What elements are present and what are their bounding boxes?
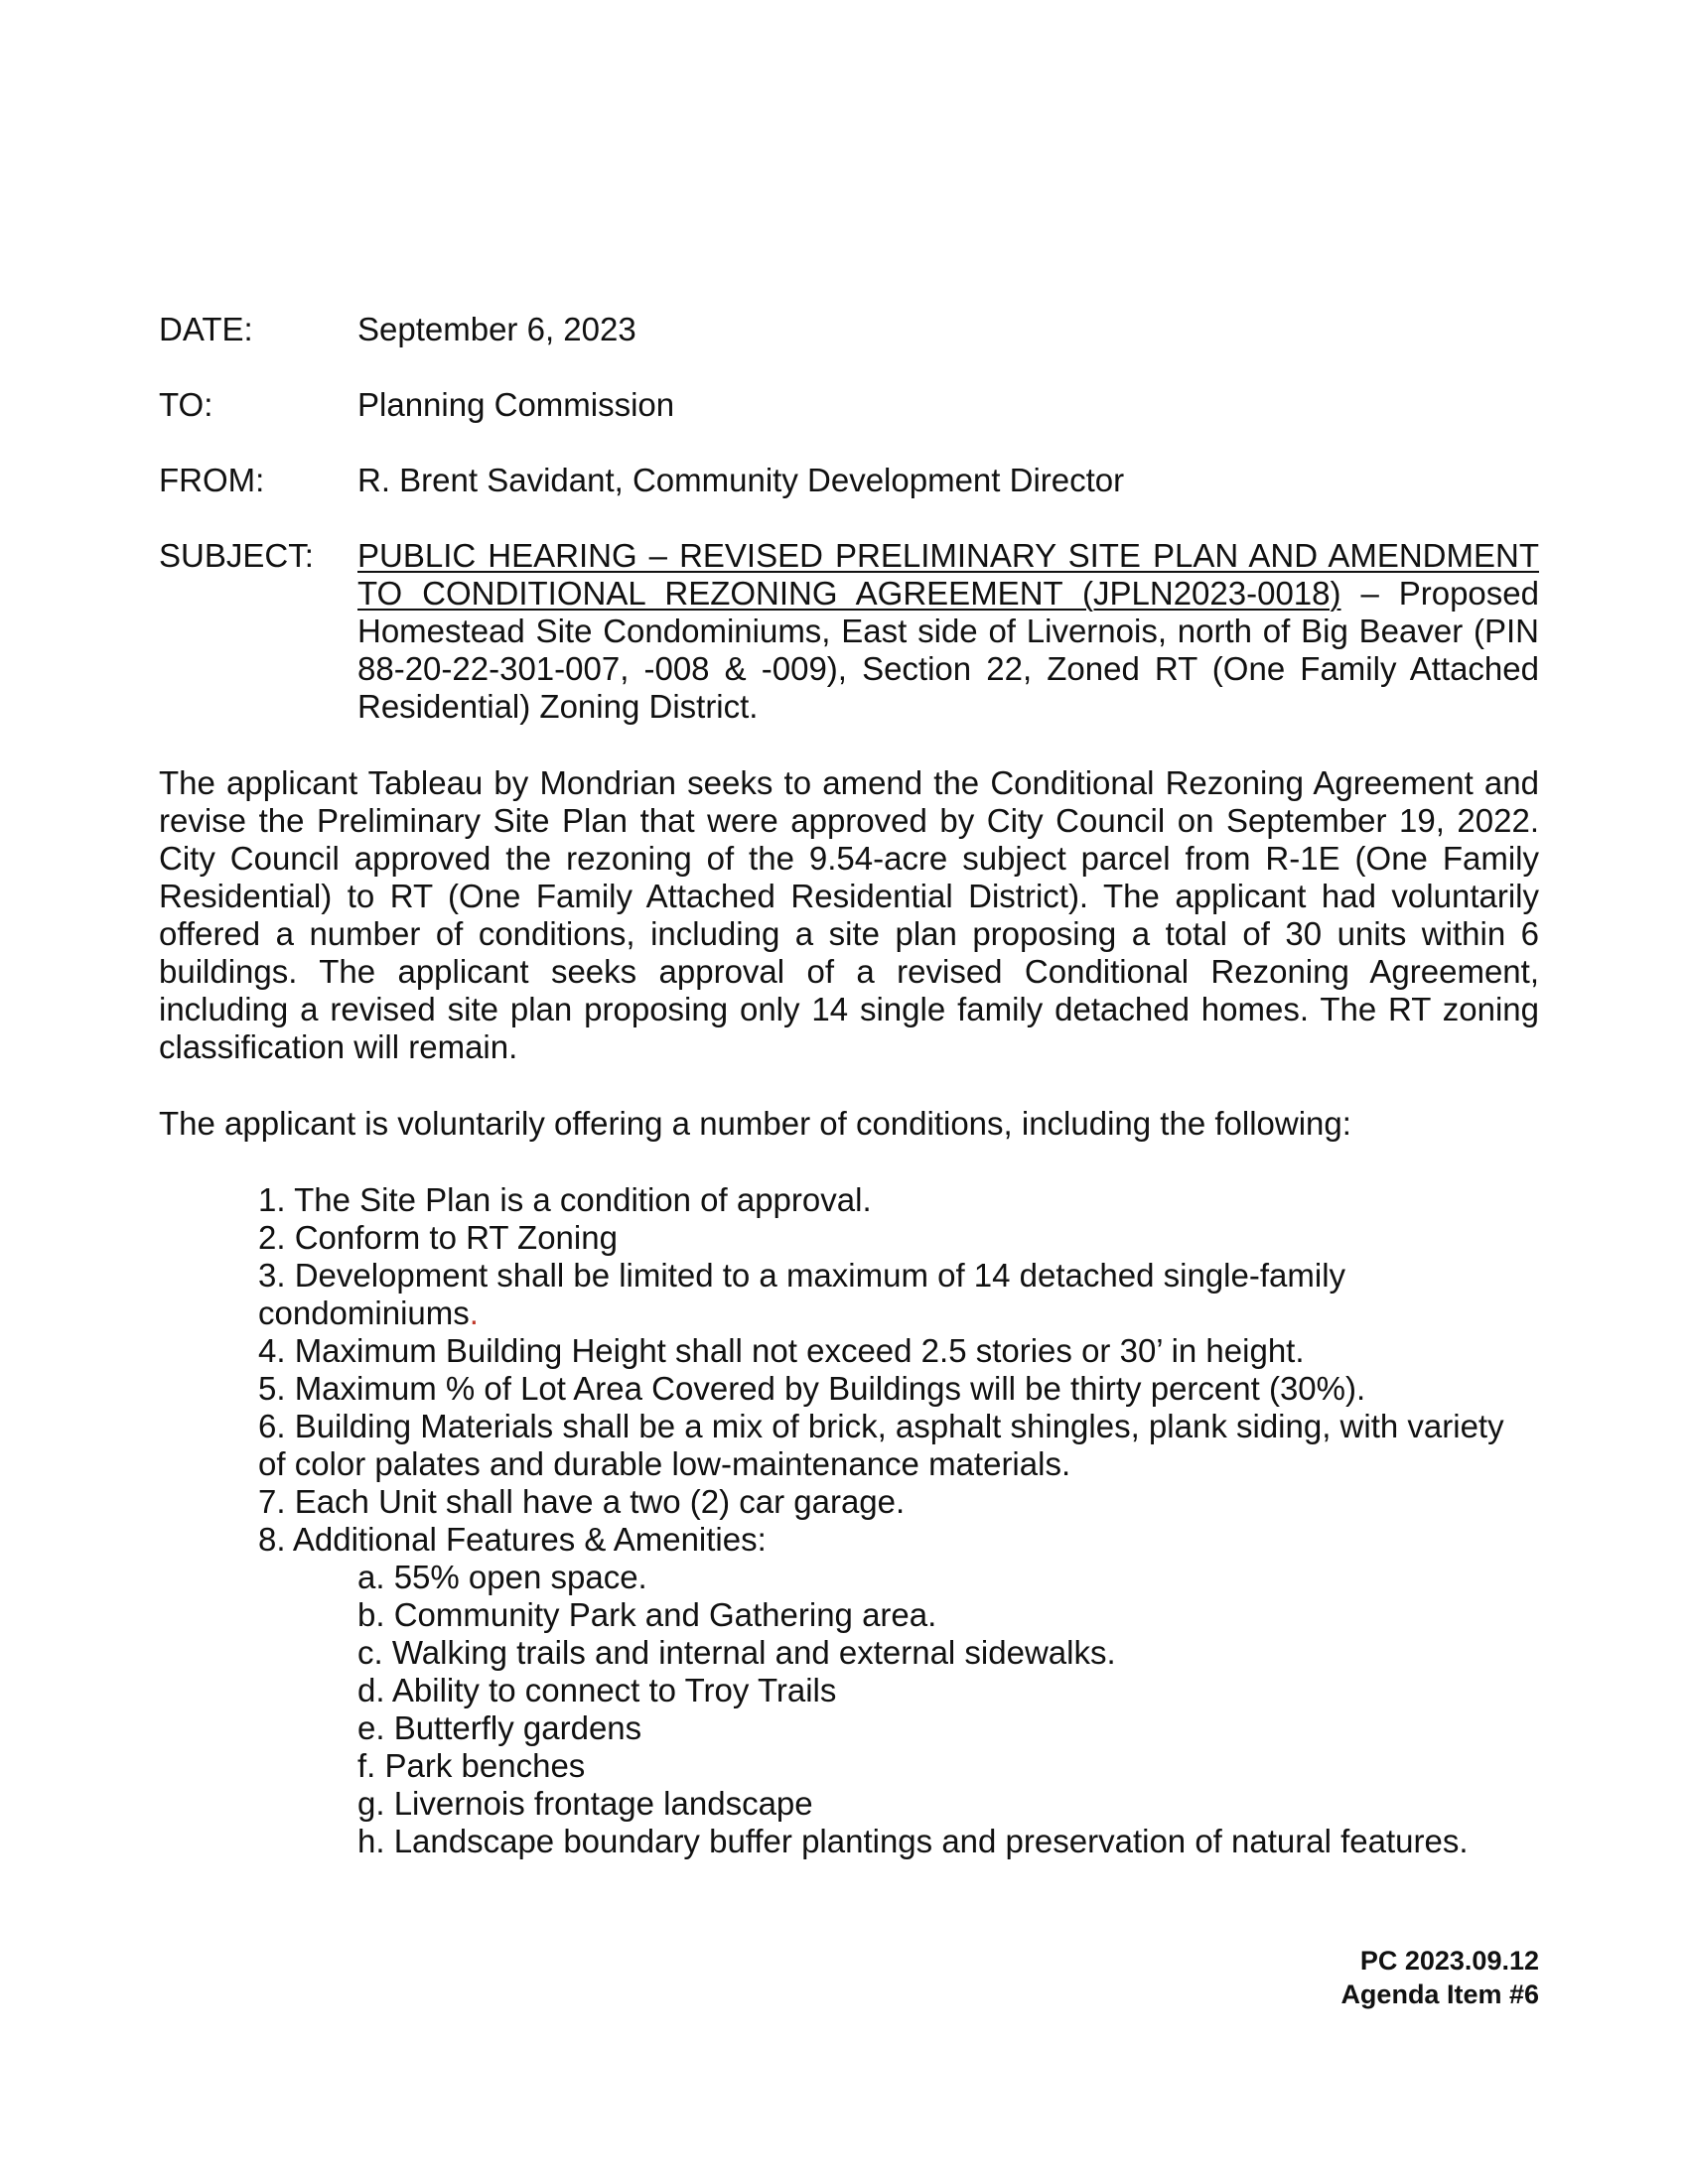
condition-item-3-text: 3. Development shall be limited to a maximum of 14 detached single-family condominiums bbox=[258, 1257, 1346, 1331]
body-paragraph-2: The applicant is voluntarily offering a number of conditions, including the following: bbox=[159, 1105, 1351, 1142]
memo-header bbox=[159, 311, 1539, 763]
memo-from-row bbox=[159, 462, 1539, 499]
amenity-item: c. Walking trails and internal and external sidewalks. bbox=[357, 1634, 1116, 1671]
amenity-item: b. Community Park and Gathering area. bbox=[357, 1596, 937, 1633]
amenity-item: d. Ability to connect to Troy Trails bbox=[357, 1672, 837, 1708]
to-label: TO: bbox=[159, 386, 213, 423]
body-paragraph-1: The applicant Tableau by Mondrian seeks to amend the Conditional Rezoning Agreement and revise the Preliminary Site Plan that were approved by City Council on September 19, 2022. City Council approved the rezoning of the 9.54-acre subject parcel from R-1E (One Family Residential) to RT (One Family Attached Residential District). The applicant had voluntarily offered a number of conditions, including a site plan proposing a total of 30 units within 6 buildings. The applicant seeks approval of a revised Conditional Rezoning Agreement, including a revised site plan proposing only 14 single family detached homes. The RT zoning classification will remain. bbox=[159, 764, 1539, 1065]
memo-to-row bbox=[159, 386, 1539, 424]
condition-item: 6. Building Materials shall be a mix of brick, asphalt shingles, plank siding, with variety of color palates and durable low-maintenance materials. bbox=[258, 1408, 1504, 1482]
date-label: DATE: bbox=[159, 311, 253, 347]
agenda-footer bbox=[1340, 1944, 1539, 2011]
amenities-list bbox=[258, 1559, 1539, 1860]
condition-item bbox=[258, 1521, 1539, 1860]
condition-item: 7. Each Unit shall have a two (2) car garage. bbox=[258, 1483, 906, 1520]
subject-value bbox=[357, 537, 1539, 726]
condition-item: 5. Maximum % of Lot Area Covered by Buildings will be thirty percent (30%). bbox=[258, 1370, 1366, 1407]
condition-item: 2. Conform to RT Zoning bbox=[258, 1219, 618, 1256]
condition-item-8-text: 8. Additional Features & Amenities: bbox=[258, 1521, 767, 1558]
from-label: FROM: bbox=[159, 462, 265, 498]
condition-item: 1. The Site Plan is a condition of approval. bbox=[258, 1181, 872, 1218]
condition-item: 4. Maximum Building Height shall not exceed 2.5 stories or 30’ in height. bbox=[258, 1332, 1305, 1369]
memo-date-row bbox=[159, 311, 1539, 348]
subject-description: – Proposed Homestead Site Condominiums, East side of Livernois, north of Big Beaver (PIN 88-20-22-301-007, -008 & -009), Section 22, Zoned RT (One Family Attached Residential) Zoning District. bbox=[357, 575, 1539, 725]
amenity-item: a. 55% open space. bbox=[357, 1559, 647, 1595]
amenity-item: g. Livernois frontage landscape bbox=[357, 1785, 813, 1822]
condition-item-3-period: . bbox=[469, 1295, 479, 1331]
amenity-item: f. Park benches bbox=[357, 1747, 586, 1784]
subject-label: SUBJECT: bbox=[159, 537, 314, 574]
date-value: September 6, 2023 bbox=[357, 311, 636, 347]
amenity-item: h. Landscape boundary buffer plantings and preservation of natural features. bbox=[357, 1823, 1469, 1859]
memo-subject-row bbox=[159, 537, 1539, 726]
conditions-list bbox=[258, 1181, 1539, 1860]
footer-meeting-code: PC 2023.09.12 bbox=[1359, 1946, 1539, 1976]
condition-item bbox=[258, 1257, 1539, 1332]
from-value: R. Brent Savidant, Community Development Director bbox=[357, 462, 1125, 498]
amenity-item: e. Butterfly gardens bbox=[357, 1709, 642, 1746]
to-value: Planning Commission bbox=[357, 386, 675, 423]
footer-agenda-item: Agenda Item #6 bbox=[1340, 1979, 1539, 2009]
subject-underlined-title: PUBLIC HEARING – REVISED PRELIMINARY SITE PLAN AND AMENDMENT TO CONDITIONAL REZONING AGREEMENT (JPLN2023-0018) bbox=[357, 537, 1539, 612]
